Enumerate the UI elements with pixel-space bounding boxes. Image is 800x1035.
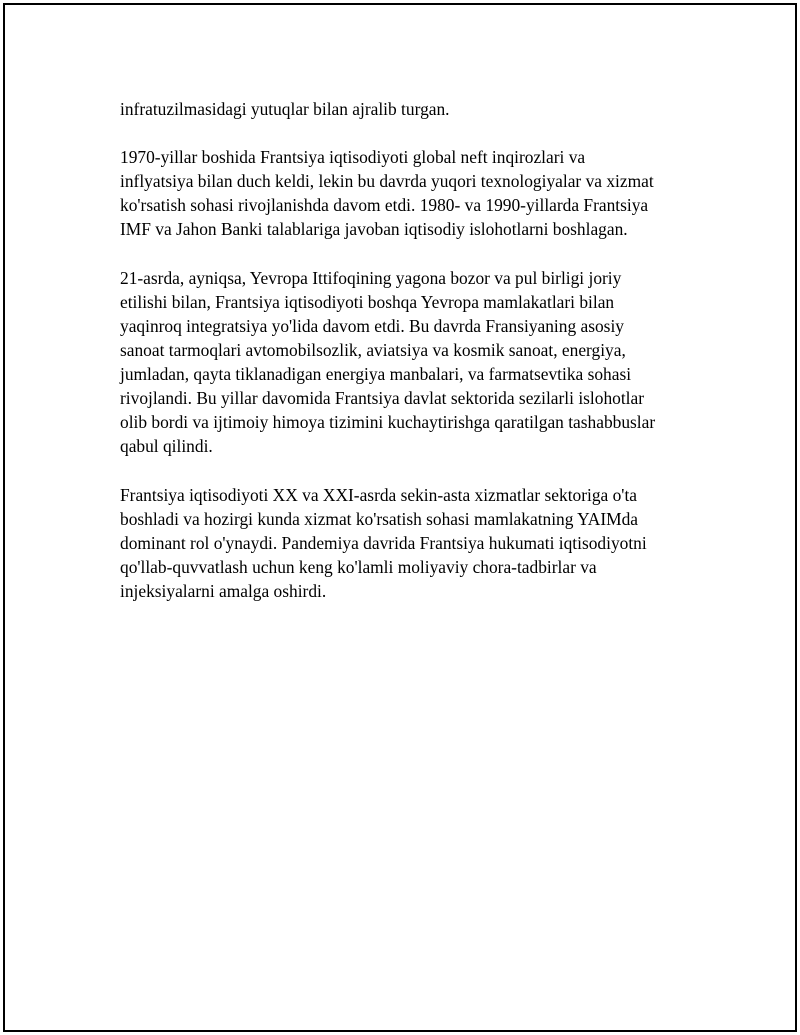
- paragraph: [120, 266, 700, 459]
- text-line: jumladan, qayta tiklanadigan energiya manbalari, va farmatsevtika sohasi: [120, 364, 632, 385]
- text-line: 21-asrda, ayniqsa, Yevropa Ittifoqining yagona bozor va pul birligi joriy: [120, 267, 622, 288]
- text-line: dominant rol o'ynaydi. Pandemiya davrida Frantsiya hukumati iqtisodiyotni: [120, 532, 647, 553]
- text-line: sanoat tarmoqlari avtomobilsozlik, aviatsiya va kosmik sanoat, energiya,: [120, 339, 626, 360]
- text-line: yaqinroq integratsiya yo'lida davom etdi. Bu davrda Fransiyaning asosiy: [120, 315, 624, 336]
- page-content: [120, 97, 700, 627]
- text-line: 1970-yillar boshida Frantsiya iqtisodiyoti global neft inqirozlari va: [120, 147, 586, 168]
- paragraph: [120, 97, 700, 121]
- text-line: infratuzilmasidagi yutuqlar bilan ajralib turgan.: [120, 99, 450, 119]
- text-line: IMF va Jahon Banki talablariga javoban iqtisodiy islohotlarni boshlagan.: [120, 219, 628, 240]
- text-line: qabul qilindi.: [120, 436, 213, 457]
- text-line: Frantsiya iqtisodiyoti XX va XXI-asrda sekin-asta xizmatlar sektoriga o'ta: [120, 484, 637, 505]
- text-line: boshladi va hozirgi kunda xizmat ko'rsatish sohasi mamlakatning YAIMda: [120, 508, 638, 529]
- text-line: qo'llab-quvvatlash uchun keng ko'lamli moliyaviy chora-tadbirlar va: [120, 556, 597, 577]
- text-line: ko'rsatish sohasi rivojlanishda davom etdi. 1980- va 1990-yillarda Frantsiya: [120, 195, 649, 216]
- text-line: rivojlandi. Bu yillar davomida Frantsiya davlat sektorida sezilarli islohotlar: [120, 388, 645, 409]
- text-line: etilishi bilan, Frantsiya iqtisodiyoti boshqa Yevropa mamlakatlari bilan: [120, 291, 615, 312]
- text-line: injeksiyalarni amalga oshirdi.: [120, 580, 327, 601]
- text-line: olib bordi va ijtimoiy himoya tizimini kuchaytirishga qaratilgan tashabbuslar: [120, 412, 656, 433]
- page-frame: [3, 3, 797, 1032]
- paragraph: [120, 483, 700, 603]
- paragraph: [120, 145, 700, 241]
- text-line: inflyatsiya bilan duch keldi, lekin bu davrda yuqori texnologiyalar va xizmat: [120, 171, 654, 192]
